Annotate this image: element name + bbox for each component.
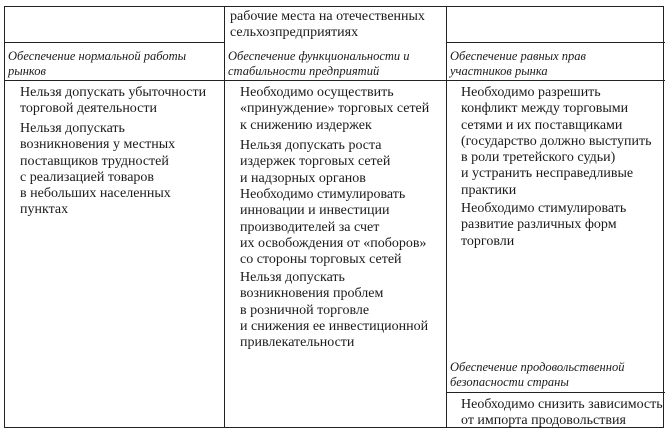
row-divider-top (5, 42, 224, 43)
col2-top-text: рабочие места на отечественных сельхозпредприятиях (230, 9, 425, 40)
column-divider-1 (224, 7, 225, 427)
col2-item-3: Необходимо стимулировать инновации и инвестиции производителей за счет их освобождения от «поборов» со стороны торговых сетей (240, 187, 427, 268)
col3-bottom-item-1: Необходимо снизить зависимость от импорта продовольствия (461, 397, 663, 429)
col3-header: Обеспечение равных прав участников рынка (450, 49, 586, 78)
col1-header: Обеспечение нормальной работы рынков (8, 49, 187, 78)
col3-bottom-header-rule (446, 392, 665, 393)
col2-header: Обеспечение функциональности и стабильности предприятий (228, 49, 410, 78)
col1-header-rule (5, 80, 224, 81)
col2-item-4: Нельзя допускать возникновения проблем в розничной торговле и снижения ее инвестиционной привлекательности (240, 270, 429, 351)
col1-item-1: Нельзя допускать убыточности торговой деятельности (20, 85, 207, 117)
row-divider-top-right (446, 42, 665, 43)
col3-item-2: Необходимо стимулировать развитие различных форм торговли (461, 201, 627, 249)
col3-bottom-header: Обеспечение продовольственной безопасности страны (450, 360, 625, 389)
col2-item-2: Нельзя допускать роста издержек торговых сетей и надзорных органов (240, 138, 391, 186)
col3-item-1: Необходимо разрешить конфликт между торговыми сетями и их поставщиками (государство должно выступить в роли третейского судьи) и устранить несправедливые практики (461, 85, 652, 198)
col2-item-1: Необходимо осуществить «принуждение» торговых сетей к снижению издержек (240, 85, 430, 133)
col1-item-2: Нельзя допускать возникновения у местных поставщиков трудностей с реализацией товаров в небольших населенных пунктах (20, 121, 176, 218)
col2-header-rule (224, 80, 446, 81)
column-divider-2 (446, 7, 447, 427)
col3-header-rule (446, 80, 665, 81)
